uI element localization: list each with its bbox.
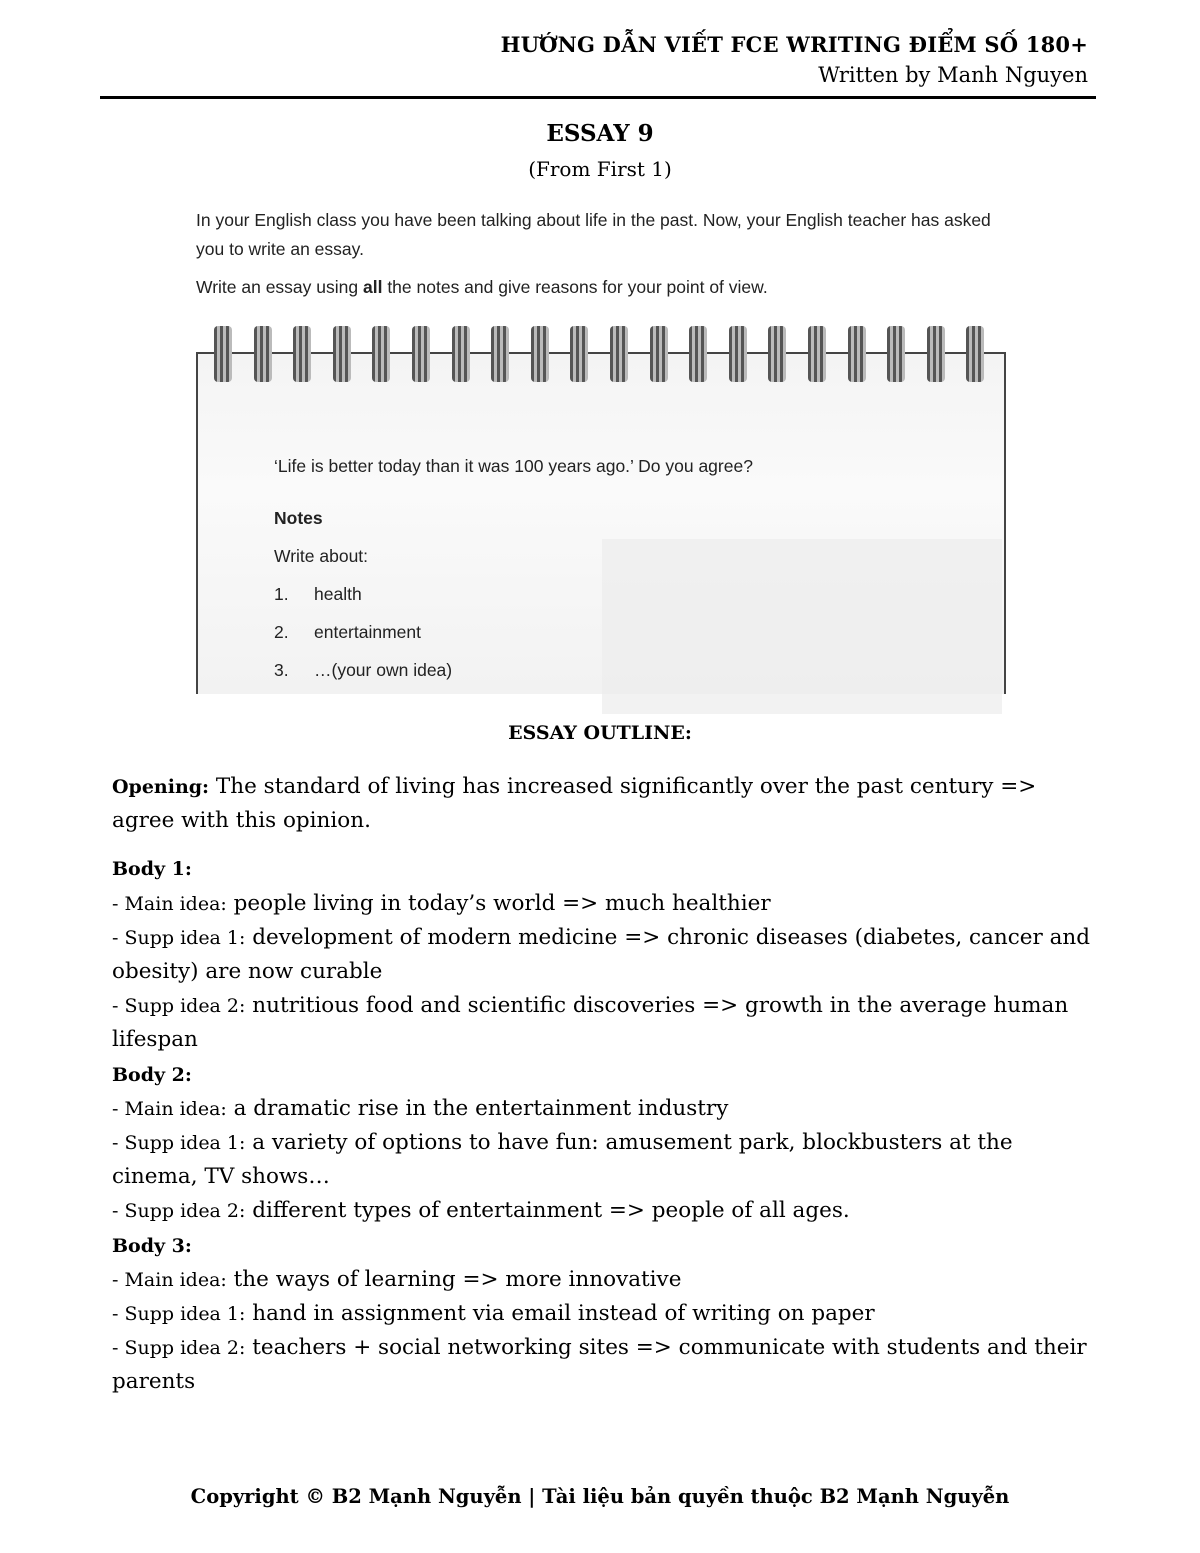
supp-idea — [112, 1331, 1102, 1399]
spiral-ring — [452, 326, 470, 382]
notes-item-text: entertainment — [314, 622, 422, 642]
task-intro: In your English class you have been talking about life in the past. Now, your English teacher has asked you to write an essay. — [196, 210, 991, 259]
main-idea-text: the ways of learning => more innovative — [226, 1266, 682, 1292]
page-header — [501, 30, 1088, 90]
essay-title: ESSAY 9 — [546, 120, 654, 147]
supp-idea-text: hand in assignment via email instead of writing on paper — [245, 1301, 875, 1327]
notes-item-text: …(your own idea) — [314, 660, 453, 680]
spiral-ring — [768, 326, 786, 382]
notes-item-text: health — [314, 584, 362, 604]
header-title: HƯỚNG DẪN VIẾT FCE WRITING ĐIỂM SỐ 180+ — [500, 32, 1088, 57]
write-about-label: Write about: — [274, 546, 369, 566]
notes-item-number: 3. — [274, 660, 289, 680]
header-author: Written by Manh Nguyen — [818, 63, 1088, 87]
spiral-ring — [372, 326, 390, 382]
spiral-ring — [610, 326, 628, 382]
notes-item — [274, 580, 753, 608]
task-instruction-part: Write an essay using — [196, 277, 363, 297]
supp-idea-text: a variety of options to have fun: amusement park, blockbusters at the cinema, TV shows… — [112, 1130, 1013, 1190]
supp-idea-text: different types of entertainment => people of all ages. — [245, 1198, 850, 1224]
spiral-ring — [848, 326, 866, 382]
task-instruction-bold: all — [362, 277, 383, 297]
body-label: Body 3: — [112, 1234, 192, 1257]
spiral-ring — [491, 326, 509, 382]
header-divider — [100, 96, 1096, 99]
spiral-ring — [333, 326, 351, 382]
supp-idea-label: - Supp idea 2: — [112, 995, 246, 1018]
opening-label: Opening: — [112, 776, 210, 798]
spiral-ring — [254, 326, 272, 382]
supp-idea-label: - Supp idea 2: — [112, 1337, 246, 1360]
notes-item — [274, 618, 753, 646]
spiral-ring — [531, 326, 549, 382]
supp-idea-label: - Supp idea 2: — [112, 1200, 246, 1223]
supp-idea — [112, 1126, 1102, 1194]
supp-idea-label: - Supp idea 1: — [112, 1132, 246, 1155]
main-idea-label: - Main idea: — [112, 892, 227, 915]
spiral-ring — [570, 326, 588, 382]
spiral-ring — [729, 326, 747, 382]
spiral-binding — [214, 324, 994, 386]
notebook-image — [196, 324, 1006, 694]
notes-item — [274, 656, 753, 684]
essay-outline — [112, 770, 1102, 1400]
main-idea — [112, 1263, 1102, 1297]
spiral-ring — [293, 326, 311, 382]
notebook-content — [274, 452, 753, 694]
spiral-ring — [412, 326, 430, 382]
task-instruction-part: the notes and give reasons for your point of view. — [382, 277, 768, 297]
supp-idea-label: - Supp idea 1: — [112, 926, 246, 949]
spiral-ring — [887, 326, 905, 382]
main-idea — [112, 887, 1102, 921]
supp-idea-label: - Supp idea 1: — [112, 1303, 246, 1326]
spiral-ring — [689, 326, 707, 382]
spiral-ring — [650, 326, 668, 382]
notes-label: Notes — [274, 508, 323, 528]
supp-idea-text: teachers + social networking sites => communicate with students and their parents — [112, 1335, 1087, 1395]
spiral-ring — [808, 326, 826, 382]
main-idea-label: - Main idea: — [112, 1268, 227, 1291]
supp-idea-text: development of modern medicine => chronic diseases (diabetes, cancer and obesity) are now curable — [112, 924, 1091, 985]
essay-source: (From First 1) — [528, 157, 672, 181]
task-instruction — [196, 273, 996, 302]
main-idea-label: - Main idea: — [112, 1097, 227, 1120]
supp-idea — [112, 1297, 1102, 1331]
spiral-ring — [214, 326, 232, 382]
opening-text: The standard of living has increased significantly over the past century => agree with this opinion. — [112, 774, 1037, 834]
supp-idea — [112, 1194, 1102, 1228]
task-prompt — [196, 206, 996, 311]
outline-heading: ESSAY OUTLINE: — [508, 722, 692, 744]
main-idea-text: a dramatic rise in the entertainment industry — [226, 1095, 729, 1121]
spiral-ring — [966, 326, 984, 382]
notes-item-number: 1. — [274, 584, 289, 604]
supp-idea — [112, 989, 1102, 1057]
notes-item-number: 2. — [274, 622, 289, 642]
spiral-ring — [927, 326, 945, 382]
spacer — [112, 838, 1102, 852]
page-footer: Copyright © B2 Mạnh Nguyễn | Tài liệu bản quyền thuộc B2 Mạnh Nguyễn — [190, 1485, 1010, 1508]
main-idea-text: people living in today’s world => much healthier — [226, 890, 771, 916]
essay-question: ‘Life is better today than it was 100 years ago.’ Do you agree? — [274, 456, 753, 476]
supp-idea — [112, 921, 1102, 989]
body-label: Body 2: — [112, 1063, 192, 1086]
supp-idea-text: nutritious food and scientific discoveries => growth in the average human lifespan — [112, 993, 1069, 1053]
main-idea — [112, 1092, 1102, 1126]
outline-opening — [112, 770, 1102, 838]
body-label: Body 1: — [112, 858, 192, 881]
